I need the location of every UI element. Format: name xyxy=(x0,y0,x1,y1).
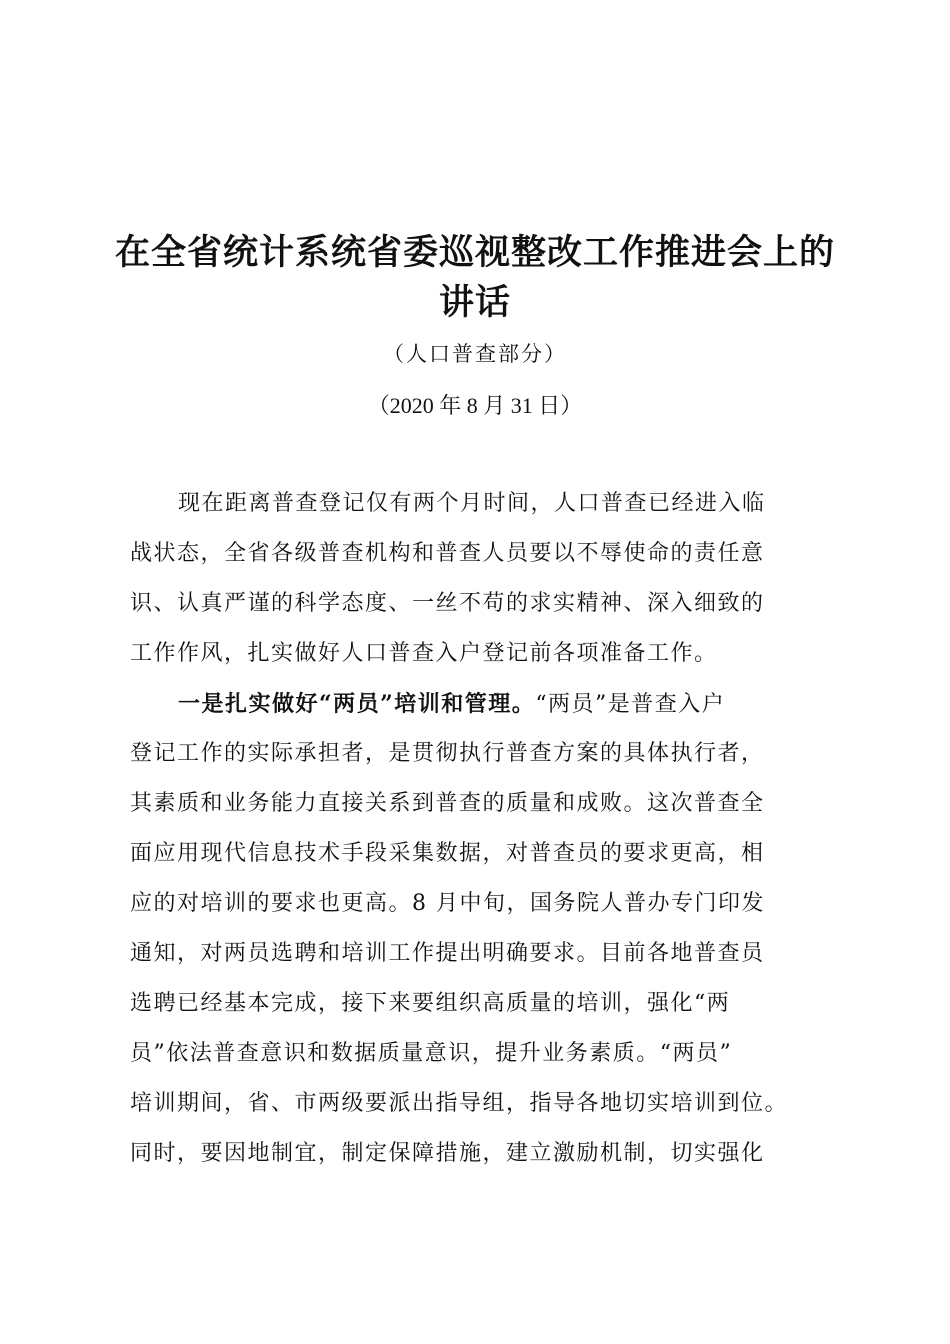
paragraph-2-line-9: 培训期间，省、市两级要派出指导组，指导各地切实培训到位。 xyxy=(130,1091,789,1116)
paragraph-2-heading: 一是扎实做好“两员”培训和管理。 xyxy=(178,691,536,717)
paragraph-1-line-3: 识、认真严谨的科学态度、一丝不苟的求实精神、深入细致的 xyxy=(130,591,765,616)
document-title-line-2: 讲话 xyxy=(438,283,511,323)
paragraph-2-line-1 xyxy=(178,684,830,725)
paragraph-1-line-4: 工作作风，扎实做好人口普查入户登记前各项准备工作。 xyxy=(130,641,718,666)
paragraph-2-line-7: 选聘已经基本完成，接下来要组织高质量的培训，强化“两 xyxy=(130,991,731,1016)
document-title-line-1: 在全省统计系统省委巡视整改工作推进会上的 xyxy=(114,233,835,273)
paragraph-2-line-8: 员”依法普查意识和数据质量意识，提升业务素质。“两员” xyxy=(130,1041,733,1066)
paragraph-2-line-6: 通知，对两员选聘和培训工作提出明确要求。目前各地普查员 xyxy=(130,941,765,966)
paragraph-2-line-4: 面应用现代信息技术手段采集数据，对普查员的要求更高，相 xyxy=(130,841,765,866)
paragraph-2-line-5: 应的对培训的要求也更高。8 月中旬，国务院人普办专门印发 xyxy=(130,891,765,916)
paragraph-2-line-2: 登记工作的实际承担者，是贯彻执行普查方案的具体执行者， xyxy=(130,741,765,766)
document-date: （2020 年 8 月 31 日） xyxy=(367,393,583,418)
paragraph-1-line-1: 现在距离普查登记仅有两个月时间，人口普查已经进入临 xyxy=(178,491,766,516)
document-subtitle: （人口普查部分） xyxy=(383,342,567,366)
paragraph-1-line-2: 战状态，全省各级普查机构和普查人员要以不辱使命的责任意 xyxy=(130,541,765,566)
paragraph-2-line-10: 同时，要因地制宜，制定保障措施，建立激励机制，切实强化 xyxy=(130,1141,765,1166)
paragraph-2-line-3: 其素质和业务能力直接关系到普查的质量和成败。这次普查全 xyxy=(130,791,765,816)
paragraph-2-first-line-rest: “两员”是普查入户 xyxy=(535,692,726,717)
